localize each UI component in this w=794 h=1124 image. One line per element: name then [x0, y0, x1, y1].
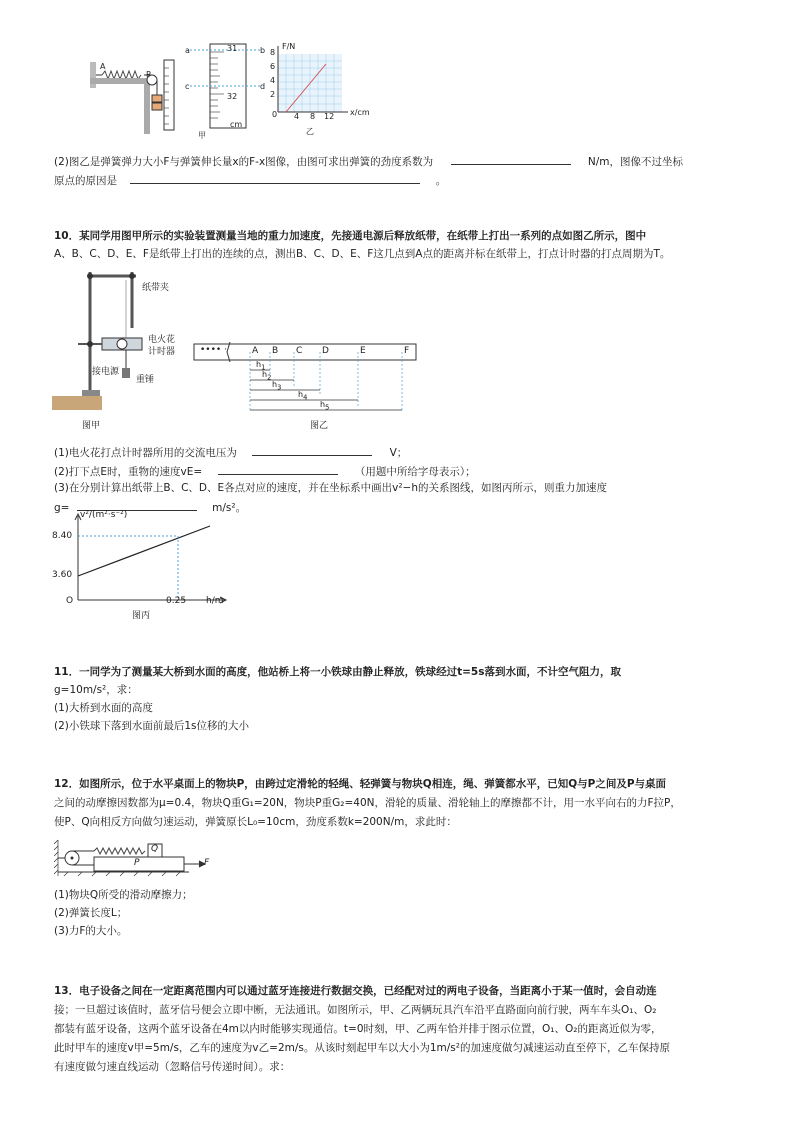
graph-y-tick-4: 4 — [270, 76, 276, 85]
label-b: b — [260, 46, 266, 55]
q11-line2: g=10m/s²，求： — [54, 684, 138, 696]
q12-item1: (1)物块Q所受的滑动摩擦力； — [54, 889, 193, 901]
q10-p1 — [54, 444, 407, 460]
q12-figure — [54, 836, 214, 882]
label-a: a — [185, 46, 190, 55]
q9-part2-text: (2)图乙是弹簧弹力大小F与弹簧伸长量x的F-x图像，由图可求出弹簧的劲度系数为 — [54, 156, 434, 168]
h1-sub: 1 — [261, 363, 266, 372]
graph-x-tick-12: 12 — [324, 112, 335, 121]
h3-label — [272, 380, 281, 392]
q9-k-blank[interactable] — [451, 153, 571, 165]
h5-sub: 5 — [325, 403, 330, 412]
h5-h: h — [320, 400, 326, 409]
label-d: d — [260, 82, 266, 91]
q13-line3: 都装有蓝牙设备，这两个蓝牙设备在4m以内时能够实现通信。t=0时刻，甲、乙两车恰并排于图示位置，O₁、O₂的距离近似为零， — [54, 1023, 662, 1035]
block-q-label: Q — [151, 844, 159, 854]
q10-g-label: g= — [54, 502, 70, 514]
point-d: D — [322, 346, 329, 356]
q10-g-unit: m/s²。 — [212, 502, 247, 514]
point-f: F — [404, 346, 410, 356]
q10-line1: 10．某同学用图甲所示的实验装置测量当地的重力加速度，先接通电源后释放纸带，在纸带上打出一系列的点如图乙所示，图中 — [54, 230, 647, 242]
force-f-label: F — [204, 858, 210, 868]
q13-line5: 有速度做匀速直线运动（忽略信号传递时间）。求： — [54, 1061, 291, 1073]
caption-fig-bing: 图丙 — [132, 611, 151, 621]
q9-end: 。 — [435, 175, 447, 187]
label-c: c — [185, 82, 190, 91]
q12-line1: 12．如图所示，位于水平桌面上的物块P，由跨过定滑轮的轻绳、轻弹簧与物块Q相连，绳、弹簧都水平，已知Q与P之间及P与桌面 — [54, 778, 667, 790]
graph-y-tick-6: 6 — [270, 62, 276, 71]
label-paper-clip: 纸带夹 — [142, 283, 170, 293]
q10-p2-note: （用题中所给字母表示）； — [354, 466, 476, 478]
graph-h-label: h/m — [206, 596, 224, 606]
point-a: A — [252, 346, 259, 356]
h5-label — [320, 400, 329, 412]
q12-item3: (3)力F的大小。 — [54, 925, 128, 937]
point-c: C — [296, 346, 303, 356]
graph-origin-o: O — [66, 596, 74, 606]
label-pulley-p: P — [146, 70, 151, 79]
ruler-31: 31 — [227, 44, 238, 53]
q10-velocity-blank[interactable] — [218, 463, 338, 475]
q10-p1-unit: V； — [389, 447, 408, 459]
graph-tick-840: 8.40 — [52, 531, 73, 541]
label-power: 接电源 — [92, 367, 120, 377]
graph-x-tick-8: 8 — [310, 112, 316, 121]
ruler-unit: cm — [230, 120, 243, 129]
label-weight: 重锤 — [136, 375, 155, 385]
q10-line2: A、B、C、D、E、F是纸带上打出的连续的点，测出B、C、D、E、F这几点到A点的距离并标在纸带上，打点计时器的打点周期为T。 — [54, 248, 671, 260]
q11-item1: (1)大桥到水面的高度 — [54, 702, 153, 714]
h4-label — [298, 390, 307, 402]
top-figure — [90, 40, 370, 140]
q13-line2: 接；一旦超过该值时，蓝牙信号便会立即中断，无法通讯。如图所示，甲、乙两辆玩具汽车沿平直路面向前行驶，两车车头O₁、O₂ — [54, 1004, 657, 1016]
q9-part2-line2 — [54, 172, 446, 188]
caption-fig-yi: 图乙 — [310, 421, 329, 431]
q10-p2-text: (2)打下点E时，重物的速度vE= — [54, 466, 203, 478]
q9-unit: N/m，图像不过坐标 — [587, 156, 683, 168]
label-spring-a: A — [100, 62, 106, 71]
point-e: E — [360, 346, 366, 356]
caption-fig-jia: 图甲 — [82, 421, 101, 431]
h1-h: h — [256, 360, 262, 369]
q11-line1: 11．一同学为了测量某大桥到水面的高度，他站桥上将一小铁球由静止释放，铁球经过t=5s落到水面，不计空气阻力，取 — [54, 666, 621, 678]
graph-x-label: x/cm — [350, 108, 370, 117]
point-b: B — [272, 346, 279, 356]
q9-reason-blank[interactable] — [130, 172, 420, 184]
q12-line2: 之间的动摩擦因数都为μ=0.4，物块Q重G₁=20N，物块P重G₂=40N，滑轮的质量、滑轮轴上的摩擦都不计，用一水平向右的力F拉P， — [54, 797, 681, 809]
graph-tick-360: 3.60 — [52, 570, 73, 580]
q9-reason-text: 原点的原因是 — [54, 175, 117, 187]
v2-h-graph — [60, 512, 240, 607]
label-timer-2: 计时器 — [148, 347, 176, 357]
h4-h: h — [298, 390, 304, 399]
q10-voltage-blank[interactable] — [252, 444, 372, 456]
h3-sub: 3 — [277, 383, 282, 392]
graph-caption: 乙 — [306, 127, 314, 136]
q10-p2 — [54, 463, 476, 479]
graph-y-label: F/N — [282, 42, 296, 51]
h2-h: h — [262, 370, 268, 379]
graph-x-tick-4: 4 — [294, 112, 300, 121]
q10-figure-yi — [190, 340, 430, 430]
q13-line1: 13．电子设备之间在一定距离范围内可以通过蓝牙连接进行数据交换，已经配对过的两电子设备，当距离小于某一值时，会自动连 — [54, 985, 657, 997]
graph-tick-025: 0.25 — [166, 596, 187, 606]
q11-item2: (2)小铁球下落到水面前最后1s位移的大小 — [54, 720, 250, 732]
h2-sub: 2 — [267, 373, 272, 382]
h2-label — [262, 370, 271, 382]
q12-line3: 使P、Q向相反方向做匀速运动，弹簧原长L₀=10cm，劲度系数k=200N/m，求此时： — [54, 816, 457, 828]
graph-y-tick-8: 8 — [270, 48, 276, 57]
caption-jia: 甲 — [198, 131, 206, 140]
q12-item2: (2)弹簧长度L； — [54, 907, 128, 919]
h3-h: h — [272, 380, 278, 389]
q9-part2-line1 — [54, 153, 683, 169]
ruler-32: 32 — [227, 92, 238, 101]
graph-y-tick-2: 2 — [270, 90, 276, 99]
graph-origin: 0 — [272, 110, 278, 119]
tape-dots: •••• · — [200, 345, 227, 355]
q10-figure-jia — [52, 268, 192, 431]
h4-sub: 4 — [303, 393, 308, 402]
q10-p1-text: (1)电火花打点计时器所用的交流电压为 — [54, 447, 237, 459]
label-timer-1: 电火花 — [148, 335, 176, 345]
q13-line4: 此时甲车的速度v甲=5m/s，乙车的速度为v乙=2m/s。从该时刻起甲车以大小为1m/s²的加速度做匀减速运动直至停下，乙车保持原 — [54, 1042, 670, 1054]
graph-v2-label: v²/(m²·s⁻²) — [80, 510, 128, 520]
q10-p3: (3)在分别计算出纸带上B、C、D、E各点对应的速度，并在坐标系中画出v²−h的关系图线，如图丙所示，则重力加速度 — [54, 482, 608, 494]
block-p-label: P — [134, 858, 140, 868]
q10-graph-bing — [52, 510, 240, 622]
